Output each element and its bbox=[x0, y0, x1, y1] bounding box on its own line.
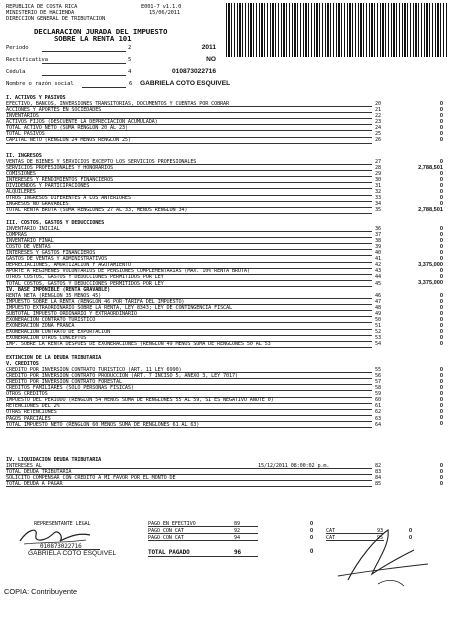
line-item-label: CREDITO POR INVERSION CONTRATO PRODUCCION (ART. 7 INCISO 5, ANEXO 3, LEY 7017) bbox=[6, 373, 238, 380]
line-item-code: 44 bbox=[375, 274, 381, 281]
payment-line-code: 92 bbox=[234, 528, 240, 534]
line-item-label: TOTAL PASIVOS bbox=[6, 131, 45, 138]
line-item-value: 0 bbox=[439, 474, 443, 481]
line-item-value: 0 bbox=[439, 335, 443, 341]
line-item-code: 51 bbox=[375, 323, 381, 330]
line-item-code: 50 bbox=[375, 317, 381, 324]
line-item-label: RENTA NETA (RENGLON 35 MENOS 45) bbox=[6, 293, 102, 300]
id-field-value: 2011 bbox=[201, 44, 216, 51]
cat-value: 0 bbox=[409, 535, 413, 541]
signer-id: 010873022716 bbox=[40, 543, 82, 550]
pdf417-barcode bbox=[226, 3, 448, 57]
section-title: I. ACTIVOS Y PASIVOS bbox=[6, 95, 66, 101]
section-title: EXTINCION DE LA DEUDA TRIBUTARIA bbox=[6, 355, 102, 361]
line-item-code: 58 bbox=[375, 385, 381, 392]
line-item-label: TOTAL IMPUESTO NETO (RENGLON 60 MENOS SUMA DE RENGLONES 61 AL 63) bbox=[6, 421, 200, 428]
line-item-code: 39 bbox=[375, 244, 381, 251]
line-item-code: 31 bbox=[375, 183, 381, 190]
line-item-value: 2,788,501 bbox=[418, 164, 443, 171]
form-code: E001-7 v1.1.0 bbox=[141, 4, 182, 10]
line-item-value: 0 bbox=[439, 480, 443, 487]
line-item-value: 2,788,501 bbox=[418, 207, 443, 214]
line-item-value: 0 bbox=[439, 328, 443, 335]
line-item-value: 0 bbox=[439, 462, 443, 469]
payment-line-value: 0 bbox=[310, 521, 314, 527]
line-item-code: 24 bbox=[375, 125, 381, 132]
total-paid-code: 96 bbox=[234, 549, 241, 556]
line-item-value: 0 bbox=[439, 136, 443, 143]
id-field-code: 5 bbox=[128, 57, 132, 63]
id-field-value: 010873022716 bbox=[171, 68, 216, 75]
cat-label: CAT bbox=[326, 535, 335, 541]
line-item-code: 52 bbox=[375, 329, 381, 336]
line-item-label: ACTIVOS FIJOS (DESCUENTE LA DEPRECIACION ACUMULADA) bbox=[6, 119, 158, 126]
payment-line-label: PAGO CON CAT bbox=[148, 535, 184, 541]
line-item-label: CREDITO POR INVERSION CONTRATO FORESTAL bbox=[6, 379, 122, 386]
interest-date: 15/12/2011 08:00:02 p.m. bbox=[258, 463, 330, 470]
line-item-code: 32 bbox=[375, 189, 381, 196]
copy-label: COPIA: Contribuyente bbox=[4, 587, 78, 596]
line-item-label: INGRESOS NO GRAVABLES bbox=[6, 201, 69, 208]
line-item-value: 0 bbox=[439, 237, 443, 244]
line-item-value: 0 bbox=[439, 468, 443, 475]
line-item-code: 22 bbox=[375, 113, 381, 120]
line-item-label: APORTE A REGIMENES VOLUNTARIOS DE PENSIONES COMPLEMENTARIAS (MAX. 10% RENTA BRUTA) bbox=[6, 268, 250, 275]
taxpayer-signature bbox=[318, 520, 438, 592]
line-item-code: 37 bbox=[375, 232, 381, 239]
line-item-code: 41 bbox=[375, 256, 381, 263]
line-item-value: 0 bbox=[439, 249, 443, 256]
line-item-value: 0 bbox=[439, 304, 443, 311]
line-item-label: SUBTOTAL IMPUESTO ORDINARIO Y EXTRAORDINARIO bbox=[6, 311, 137, 318]
line-item-code: 35 bbox=[375, 207, 381, 214]
line-item-value: 0 bbox=[439, 124, 443, 131]
line-item-label: PAGOS PARCIALES bbox=[6, 415, 51, 422]
line-item-value: 3,375,000 bbox=[418, 261, 443, 268]
line-item-value: 0 bbox=[439, 243, 443, 250]
line-item-code: 38 bbox=[375, 238, 381, 245]
line-item-code: 64 bbox=[375, 421, 381, 428]
line-item-code: 83 bbox=[375, 469, 381, 476]
line-item-code: 42 bbox=[375, 262, 381, 269]
line-item-code: 84 bbox=[375, 475, 381, 482]
cat-code: 95 bbox=[377, 535, 383, 541]
line-item-code: 63 bbox=[375, 415, 381, 422]
line-item-code: 48 bbox=[375, 305, 381, 312]
line-item-label: INTERESES AL bbox=[6, 463, 42, 470]
line-item-code: 33 bbox=[375, 195, 381, 202]
cat-label: CAT bbox=[326, 528, 335, 534]
line-item-value: 0 bbox=[439, 322, 443, 329]
line-item-label: OTROS COSTOS, GASTOS Y DEDUCCIONES PERMITIDOS POR LEY bbox=[6, 274, 164, 281]
line-item-label: SOLICITO COMPENSAR CON CREDITO A MI FAVOR POR EL MONTO DE bbox=[6, 475, 176, 482]
line-item-label: INVENTARIO INICIAL bbox=[6, 226, 60, 233]
total-paid-label: TOTAL PAGADO bbox=[148, 549, 190, 556]
line-item-code: 59 bbox=[375, 391, 381, 398]
line-item-label: ALQUILERES bbox=[6, 189, 36, 196]
line-item-code: 36 bbox=[375, 226, 381, 233]
line-item-label: DEPRECIACIONES, AMORTIZACION Y AGOTAMIENTO bbox=[6, 262, 131, 269]
line-item-label: TOTAL COSTOS, GASTOS Y DEDUCCIONES PERMITIDOS POR LEY bbox=[6, 280, 164, 287]
line-item-value: 0 bbox=[439, 341, 443, 348]
line-item-label: COMISIONES bbox=[6, 171, 36, 178]
line-item-value: 0 bbox=[439, 194, 443, 201]
line-item-code: 34 bbox=[375, 201, 381, 208]
cat-code: 93 bbox=[377, 528, 383, 534]
line-item-label: RETENCIONES DEL 2% bbox=[6, 403, 60, 410]
line-item-label: EXONERACION CONTRATO TURISTICO bbox=[6, 317, 96, 324]
line-item-label: IMP. SOBRE LA RENTA DESPUES DE EXONERACIONES (RENGLON 49 MENOS SUMA DE RENGLONES 50 AL 53 bbox=[6, 341, 271, 348]
id-field-label: Periodo bbox=[6, 45, 29, 51]
section-title: IV. BASE IMPONIBLE (RENTA GRAVABLE) bbox=[6, 287, 111, 293]
line-item-code: 30 bbox=[375, 177, 381, 184]
line-item-code: 21 bbox=[375, 107, 381, 114]
line-item-code: 45 bbox=[375, 280, 381, 287]
line-item-label: OTROS CREDITOS bbox=[6, 391, 48, 398]
line-item-label: EFECTIVO, BANCOS, INVERSIONES TRANSITORIAS, DOCUMENTOS Y CUENTAS POR COBRAR bbox=[6, 101, 229, 108]
payment-line-value: 0 bbox=[310, 535, 314, 541]
line-item-value: 0 bbox=[439, 292, 443, 299]
form-title-line2: SOBRE LA RENTA 101 bbox=[54, 34, 132, 43]
section-title: II. INGRESOS bbox=[6, 153, 42, 159]
line-item-value: 0 bbox=[439, 158, 443, 165]
line-item-code: 47 bbox=[375, 299, 381, 306]
line-item-code: 28 bbox=[375, 165, 381, 172]
line-item-code: 82 bbox=[375, 463, 381, 470]
line-item-code: 29 bbox=[375, 171, 381, 178]
line-item-label: INTERESES Y GASTOS FINANCIEROS bbox=[6, 250, 96, 257]
line-item-code: 55 bbox=[375, 367, 381, 374]
line-item-code: 23 bbox=[375, 119, 381, 126]
line-item-value: 0 bbox=[439, 366, 443, 373]
line-item-code: 49 bbox=[375, 311, 381, 318]
line-item-code: 53 bbox=[375, 335, 381, 342]
line-item-label: EXONERACION CONTRATO DE EXPORTACION bbox=[6, 329, 111, 336]
line-item-value: 0 bbox=[439, 384, 443, 391]
country-label: REPUBLICA DE COSTA RICA bbox=[6, 4, 78, 10]
line-item-value: 0 bbox=[439, 403, 443, 409]
form-title-line1: DECLARACION JURADA DEL IMPUESTO bbox=[34, 27, 168, 36]
line-item-label: OTRAS RETENCIONES bbox=[6, 409, 57, 416]
payment-line-label: PAGO EN EFECTIVO bbox=[148, 521, 196, 527]
line-item-code: 56 bbox=[375, 373, 381, 380]
line-item-value: 0 bbox=[439, 182, 443, 189]
line-item-value: 0 bbox=[439, 396, 443, 403]
line-item-value: 0 bbox=[439, 390, 443, 397]
line-item-value: 0 bbox=[439, 421, 443, 428]
line-item-label: IMPUESTO SOBRE LA RENTA (RENGLON 46 POR TARIFA DEL IMPUESTO) bbox=[6, 299, 185, 306]
line-item-value: 0 bbox=[439, 170, 443, 177]
line-item-label: OTROS INGRESOS DIFERENTES A LOS ANTERIORES bbox=[6, 195, 131, 202]
line-item-value: 0 bbox=[439, 316, 443, 323]
line-item-value: 3,375,000 bbox=[418, 280, 443, 287]
direction-label: DIRECCION GENERAL DE TRIBUTACION bbox=[6, 16, 106, 22]
line-item-label: CREDITO POR INVERSION CONTRATO TURISTICO (ART. 11 LEY 6990) bbox=[6, 367, 182, 374]
line-item-label: CREDITOS FAMILIARES (SOLO PERSONAS FISICAS) bbox=[6, 385, 134, 392]
line-item-value: 0 bbox=[439, 372, 443, 379]
id-field-code: 4 bbox=[128, 69, 132, 75]
line-item-value: 0 bbox=[439, 118, 443, 125]
line-item-label: DIVIDENDOS Y PARTICIPACIONES bbox=[6, 183, 90, 190]
line-item-value: 0 bbox=[439, 100, 443, 107]
id-field-code: 2 bbox=[128, 45, 132, 51]
line-item-code: 54 bbox=[375, 341, 381, 348]
id-field-label: Nombre o razón social bbox=[6, 81, 74, 87]
payment-line-code: 89 bbox=[234, 521, 240, 527]
line-item-label: TOTAL RENTA BRUTA (SUMA RENGLONES 27 AL 33, MENOS RENGLON 34) bbox=[6, 207, 188, 214]
id-field-code: 6 bbox=[129, 81, 133, 87]
line-item-code: 46 bbox=[375, 293, 381, 300]
payment-line-label: PAGO CON CAT bbox=[148, 528, 184, 534]
line-item-code: 57 bbox=[375, 379, 381, 386]
section-title: IV. LIQUIDACION DEUDA TRIBUTARIA bbox=[6, 457, 102, 463]
line-item-value: 0 bbox=[439, 106, 443, 113]
line-item-code: 40 bbox=[375, 250, 381, 257]
signer-name: GABRIELA COTO ESQUIVEL bbox=[28, 550, 117, 557]
line-item-value: 0 bbox=[439, 112, 443, 119]
line-item-label: ACCIONES Y APORTES EN SOCIEDADES bbox=[6, 107, 102, 114]
line-item-value: 0 bbox=[439, 274, 443, 281]
cat-value: 0 bbox=[409, 528, 413, 534]
line-item-label: COMPRAS bbox=[6, 232, 27, 239]
line-item-value: 0 bbox=[439, 415, 443, 422]
line-item-label: EXONERACION ZONA FRANCA bbox=[6, 323, 75, 330]
line-item-value: 0 bbox=[439, 130, 443, 137]
id-field-value: NO bbox=[206, 56, 216, 63]
line-item-label: TOTAL DEUDA A PAGAR bbox=[6, 481, 63, 488]
line-item-value: 0 bbox=[439, 310, 443, 317]
payment-line-value: 0 bbox=[310, 528, 314, 534]
line-item-code: 26 bbox=[375, 137, 381, 144]
line-item-code: 61 bbox=[375, 403, 381, 410]
line-item-label: INTERESES Y RENDIMIENTOS FINANCIEROS bbox=[6, 177, 114, 184]
line-item-value: 0 bbox=[439, 225, 443, 232]
line-item-value: 0 bbox=[439, 231, 443, 238]
line-item-label: IMPUESTO DEL PERIODO (RENGLON 54 MENOS SUMA DE RENGLONES 55 AL 59, SI ES NEGATIVO ANOTE 0) bbox=[6, 397, 274, 404]
line-item-label: GASTOS DE VENTAS Y ADMINISTRATIVOS bbox=[6, 256, 108, 263]
line-item-label: EXONERACION OTROS CONCEPTOS bbox=[6, 335, 87, 342]
line-item-code: 85 bbox=[375, 481, 381, 488]
line-item-label: CAPITAL NETO (RENGLON 24 MENOS RENGLON 25) bbox=[6, 137, 131, 144]
line-item-code: 43 bbox=[375, 268, 381, 275]
line-item-label: INVENTARIO FINAL bbox=[6, 238, 54, 245]
ministry-label: MINISTERIO DE HACIENDA bbox=[6, 10, 75, 16]
line-item-label: VENTAS DE BIENES Y SERVICIOS EXCEPTO LOS SERVICIOS PROFESIONALES bbox=[6, 159, 197, 166]
line-item-code: 25 bbox=[375, 131, 381, 138]
line-item-code: 20 bbox=[375, 101, 381, 108]
id-field-label: Rectificativa bbox=[6, 57, 48, 63]
legal-rep-label: REPRESENTANTE LEGAL bbox=[34, 521, 91, 527]
line-item-value: 0 bbox=[439, 378, 443, 385]
line-item-value: 0 bbox=[439, 176, 443, 183]
line-item-label: TOTAL DEUDA TRIBUTARIA bbox=[6, 469, 72, 476]
section-title: III. COSTOS, GASTOS Y DEDUCCIONES bbox=[6, 220, 105, 226]
id-field-label: Cédula bbox=[6, 69, 26, 75]
line-item-label: TOTAL ACTIVO NETO (SUMA RENGLON 20 AL 23) bbox=[6, 125, 128, 132]
line-item-label: COSTO DE VENTAS bbox=[6, 244, 51, 251]
line-item-code: 62 bbox=[375, 409, 381, 416]
line-item-value: 0 bbox=[439, 188, 443, 195]
id-field-value: GABRIELA COTO ESQUIVEL bbox=[140, 80, 231, 87]
line-item-value: 0 bbox=[439, 255, 443, 262]
payment-line-code: 94 bbox=[234, 535, 240, 541]
line-item-label: SERVICIOS PROFESIONALES Y HONORARIOS bbox=[6, 165, 114, 172]
line-item-code: 27 bbox=[375, 159, 381, 166]
line-item-label: IMPUESTO EXTRAORDINARIO SOBRE LA RENTA, LEY 8343; LEY DE CONTINGENCIA FISCAL bbox=[6, 305, 232, 312]
line-item-code: 60 bbox=[375, 397, 381, 404]
line-item-value: 0 bbox=[439, 268, 443, 274]
line-item-value: 0 bbox=[439, 409, 443, 416]
form-date: 15/06/2011 bbox=[149, 10, 180, 16]
line-item-value: 0 bbox=[439, 201, 443, 207]
section-subtitle: V. CREDITOS bbox=[6, 361, 39, 368]
line-item-label: INVENTARIOS bbox=[6, 113, 39, 120]
line-item-value: 0 bbox=[439, 298, 443, 305]
total-paid-value: 0 bbox=[310, 549, 314, 555]
